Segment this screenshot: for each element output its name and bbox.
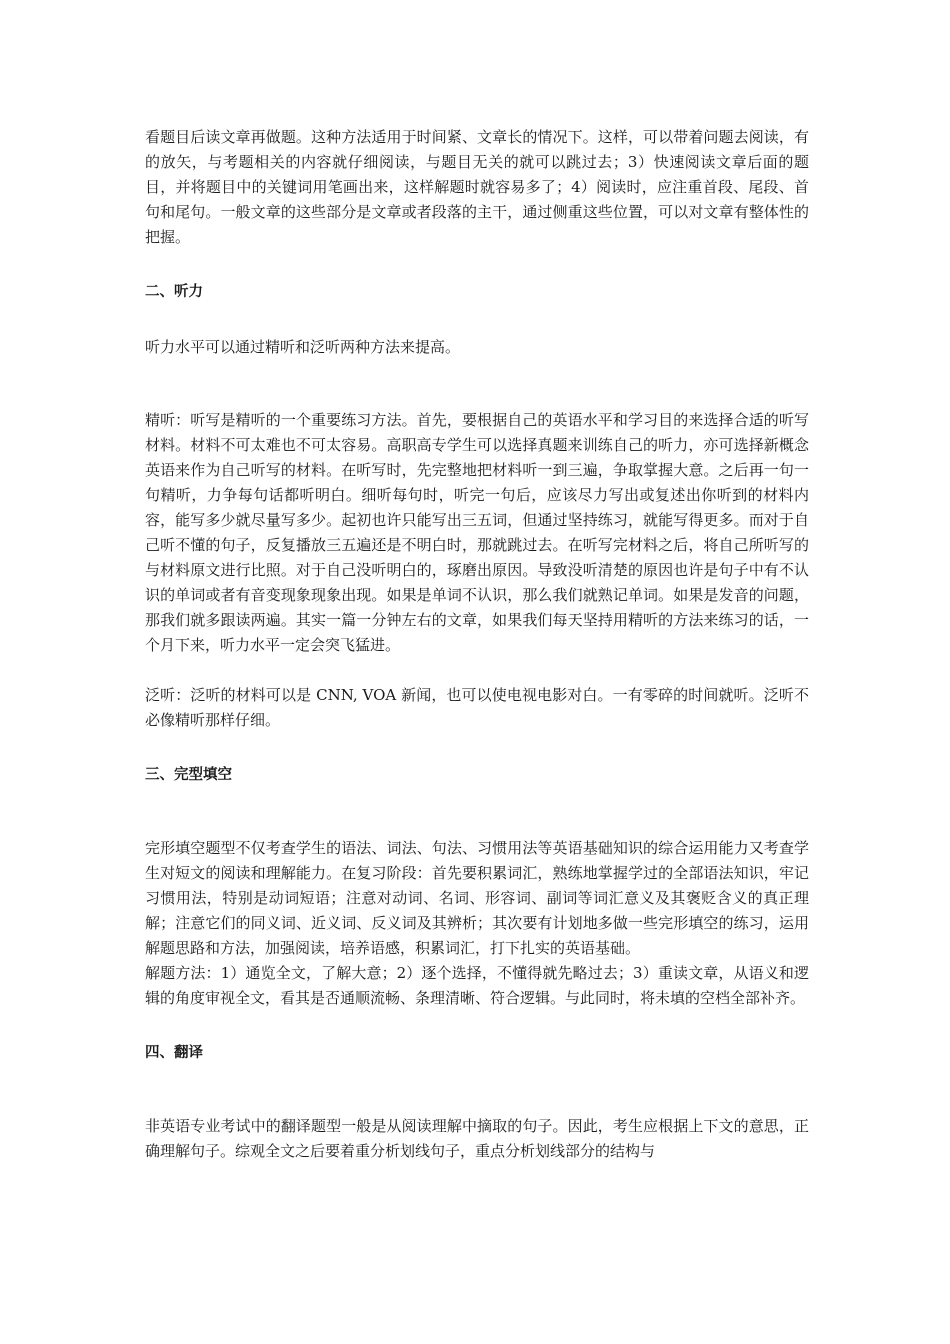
section-heading-listening: 二、听力 — [145, 284, 203, 300]
translation-paragraph: 非英语专业考试中的翻译题型一般是从阅读理解中摘取的句子。因此，考生应根据上下文的意思，正确理解句子。综观全文之后要着重分析划线句子，重点分析划线部分的结构与 — [145, 1117, 809, 1160]
cloze-method-paragraph: 解题方法：1）通览全文，了解大意；2）逐个选择，不懂得就先略过去；3）重读文章，从语义和逻辑的角度审视全文，看其是否通顺流畅、条理清晰、符合逻辑。与此同时，将未填的空档全部补齐。 — [145, 964, 809, 1007]
cloze-overview-paragraph: 完形填空题型不仅考查学生的语法、词法、句法、习惯用法等英语基础知识的综合运用能力又考查学生对短文的阅读和理解能力。在复习阶段：首先要积累词汇，熟练地掌握学过的全部语法知识，牢记习惯用法，特别是动词短语；注意对动词、名词、形容词、副词等词汇意义及其褒贬含义的真正理解；注意它们的同义词、近义词、反义词及其辨析；其次要有计划地多做一些完形填空的练习，运用解题思路和方法，加强阅读，培养语感，积累词汇，打下扎实的英语基础。 — [145, 839, 809, 957]
intensive-listening-paragraph: 精听：听写是精听的一个重要练习方法。首先，要根据自己的英语水平和学习目的来选择合适的听写材料。材料不可太难也不可太容易。高职高专学生可以选择真题来训练自己的听力，亦可选择新概念英语来作为自己听写的材料。在听写时，先完整地把材料听一到三遍，争取掌握大意。之后再一句一句精听，力争每句话都听明白。细听每句时，听完一句后，应该尽力写出或复述出你听到的材料内容，能写多少就尽量写多少。起初也许只能写出三五词，但通过坚持练习，就能写得更多。而对于自己听不懂的句子，反复播放三五遍还是不明白时，那就跳过去。在听写完材料之后，将自己所听写的与材料原文进行比照。对于自己没听明白的，琢磨出原因。导致没听清楚的原因也许是句子中有不认识的单词或者有音变现象现象出现。如果是单词不认识，那么我们就熟记单词。如果是发音的问题，那我们就多跟读两遍。其实一篇一分钟左右的文章，如果我们每天坚持用精听的方法来练习的话，一个月下来，听力水平一定会突飞猛进。 — [145, 411, 809, 654]
listening-intro-paragraph: 听力水平可以通过精听和泛听两种方法来提高。 — [145, 338, 461, 356]
extensive-listening-paragraph: 泛听：泛听的材料可以是 CNN, VOA 新闻，也可以使电视电影对白。一有零碎的时间就听。泛听不必像精听那样仔细。 — [145, 686, 809, 729]
document-body — [145, 125, 809, 1164]
section-heading-translation: 四、翻译 — [145, 1045, 203, 1061]
section-heading-cloze: 三、完型填空 — [145, 767, 232, 783]
intro-paragraph: 看题目后读文章再做题。这种方法适用于时间紧、文章长的情况下。这样，可以带着问题去阅读，有的放矢，与考题相关的内容就仔细阅读，与题目无关的就可以跳过去；3）快速阅读文章后面的题目，并将题目中的关键词用笔画出来，这样解题时就容易多了；4）阅读时，应注重首段、尾段、首句和尾句。一般文章的这些部分是文章或者段落的主干，通过侧重这些位置，可以对文章有整体性的把握。 — [145, 128, 809, 246]
